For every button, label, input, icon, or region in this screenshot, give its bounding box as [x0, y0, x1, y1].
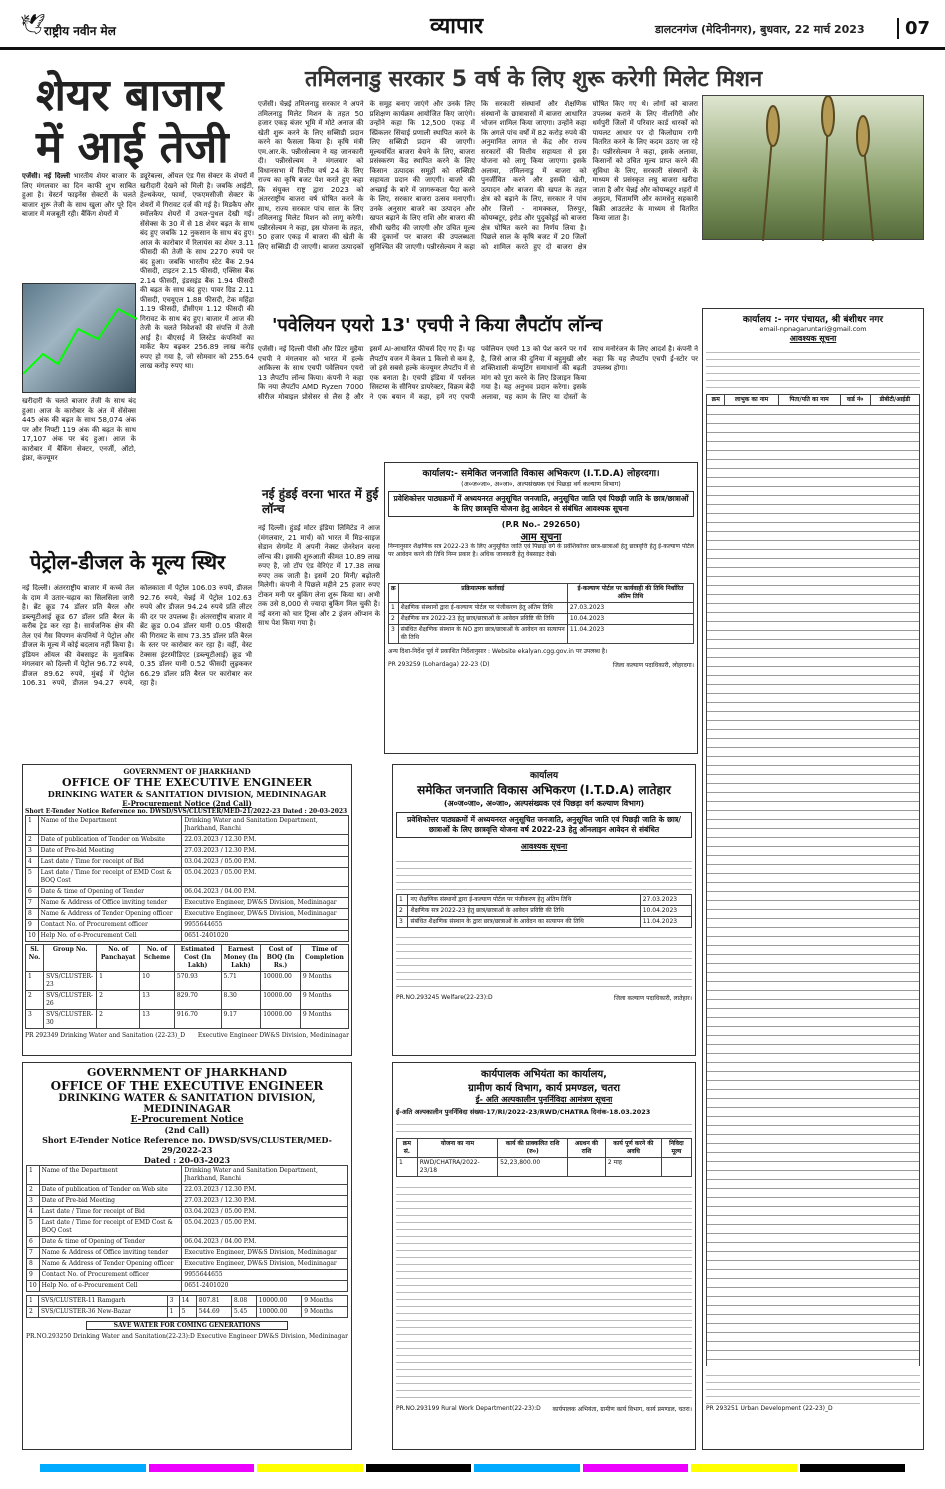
- itda-l-banner: प्रवेशिकोत्तर पाठ्यक्रमों में अध्ययनरत अनुसूचित जनजाति, अनुसूचित जाति एवं पिछड़ी जाति के छात्र/छात्राओं के लिए छात्रवृत्ति योजना हेतु आवेदन से संबंधित आवश्यक सूचना: [388, 491, 694, 517]
- table-row: 1 RWD/CHATRA/2022-23/18 52,23,800.00 2 माह: [397, 1158, 692, 1177]
- table-row: 1 Name of the Department Drinking Water and Sanitation Department, Jharkhand, Ranchi: [26, 816, 349, 835]
- itda-l-title: आम सूचना: [520, 532, 562, 543]
- dwsd1-foot: PR 292349 Drinking Water and Sanitation (22-23)_D: [25, 1032, 186, 1039]
- rwd-pr-foot: PR.NO.293199 Rural Work Department(22-23):D: [396, 1405, 541, 1412]
- dwsd1-division: DRINKING WATER & SANITATION DIVISION, MEDININAGAR: [47, 789, 327, 799]
- table-row: 6 Date & time of Opening of Tender 06.04.2023 / 04.00 P.M.: [26, 887, 349, 898]
- dwsd1-gov: GOVERNMENT OF JHARKHAND: [123, 767, 251, 776]
- table-row: 2 Date of publication of Tender on Website 22.03.2023 / 12.30 P.M.: [26, 835, 349, 846]
- rwd-notice: ई- अति अल्पकालीन पुनर्निविदा आमंत्रण सूचना: [475, 1095, 613, 1104]
- table-row: 7 Name & Address of Office inviting tender Executive Engineer, DW&S Division, Medininagar: [26, 898, 349, 909]
- millet-plant-icon: [703, 96, 925, 241]
- table-row: 3 संबंधित शैक्षणिक संस्थान के NO द्वारा छात्र/छात्राओं के आवेदन का सत्यापन की तिथि 11.04.2023: [389, 625, 694, 644]
- table-row: 1 SVS/CLUSTER-11 Ramgarh 3 14 807.81 8.08 10000.00 9 Months: [27, 1296, 348, 1307]
- itda-l-pr-foot: PR 293259 (Lohardaga) 22-23 (D): [388, 661, 490, 668]
- dwsd-ad-2: [22, 1062, 352, 1450]
- dwsd1-ref: Short E-Tender Notice Reference no. DWSD/SVS/CLUSTER/MED-21/2022-23 Dated : 20-03-2023: [25, 808, 348, 815]
- nagar-footer-lines: [706, 1369, 920, 1405]
- dwsd1-sign: Executive Engineer DW&S Division, Medininagar: [197, 1032, 349, 1039]
- table-row: 1 नए शैक्षणिक संस्थानों द्वारा ई-कल्याण पोर्टल पर पंजीकरण हेतु अंतिम तिथि 27.03.2023: [397, 895, 692, 906]
- itda-l-pr: (P.R No.- 292650): [501, 520, 581, 529]
- color-registration-strip: [40, 1464, 905, 1472]
- dwsd2-sign: Executive Engineer DW&S Division, Medininagar: [196, 1333, 348, 1340]
- itda-t-office: कार्यालय: [529, 771, 559, 781]
- laptop-text: एजेंसी। नई दिल्ली पीसी और प्रिंटर मुहैया एचपी ने मंगलवार को भारत में हल्के आकिल्स के साथ एचपी पवेलियन एयरो 13 लैपटॉप लॉन्च किया। कंपनी ने कहा कि नया लैपटॉप AMD Ryzen 7000 सीरीज मोबाइल प्रोसेसर से लैस है और इसमें AI-आधारित फीचर्स दिए गए हैं। यह लैपटॉप वजन में केवल 1 किलो से कम है, जो इसे सबसे हल्के कंज्यूमर लैपटॉप में से एक बनाता है। एचपी इंडिया में पर्सनल सिस्टम्स के सीनियर डायरेक्टर, विक्रम बेदी ने एक बयान में कहा, हमें नए एचपी पवेलियन एयरो 13 को पेश करने पर गर्व है, जिसे आज की दुनिया में बहुमुखी और शक्तिशाली कंप्यूटिंग समाधानों की बढ़ती मांग को पूरा करने के लिए डिजाइन किया गया है। यह अनुभव प्रदान करेगा। इसके अलावा, यह काम के लिए या दोस्तों के साथ मनोरंजन के लिए आदर्श है। कंपनी ने कहा कि यह लैपटॉप एचपी ई-स्टोर पर उपलब्ध होगा।: [258, 345, 698, 401]
- stock-chart-icon: [23, 284, 137, 394]
- dwsd2-group-table: [26, 1295, 348, 1318]
- dwsd1-table: [25, 815, 349, 942]
- itda-t-sign: जिला कल्याण पदाधिकारी, लातेहार।: [613, 995, 692, 1002]
- itda-l-office: कार्यालय:- समेकित जनजाति विकास अभिकरण (I.T.D.A) लोहरदगा।: [422, 469, 660, 479]
- dwsd2-division: DRINKING WATER & SANITATION DIVISION, MEDININAGAR: [58, 1093, 316, 1115]
- millet-headline: तमिलनाडु सरकार 5 वर्ष के लिए शुरू करेगी मिलेट मिशन: [305, 67, 763, 92]
- table-row: 5 Last date / Time for receipt of EMD Cost & BOQ Cost 05.04.2023 / 05.00 P.M.: [27, 1218, 348, 1237]
- table-row: 3 Date of Pre-bid Meeting 27.03.2023 / 12.30 P.M.: [27, 1196, 348, 1207]
- nagar-table: क्रम लाभुक का नाम पिता/पति का नाम वार्ड नं० डीबीटी/आईडी: [706, 394, 920, 406]
- dateline: डालटनगंज (मेदिनीनगर), बुधवार, 22 मार्च 2023: [655, 23, 865, 36]
- table-row: 1 SVS/CLUSTER-23 1 10 570.93 5.71 10000.00 9 Months: [26, 972, 349, 991]
- table-row: 3 Date of Pre-bid Meeting 27.03.2023 / 12.30 P.M.: [26, 846, 349, 857]
- table-row: 4 Last date / Time for receipt of Bid 03.04.2023 / 05.00 P.M.: [27, 1207, 348, 1218]
- itda-l-website: अन्य दिशा-निर्देश पूर्व में प्रकाशित निर्देशानुसार : Website ekalyan.cgg.gov.in पर उपलब्ध है।: [388, 648, 608, 655]
- table-row: 6 Date & time of Opening of Tender 06.04.2023 / 04.00 P.M.: [27, 1237, 348, 1248]
- itda-l-body: निम्नानुसार शैक्षणिक सत्र 2022-23 के लिए अनुसूचित जाति एवं पिछड़ा वर्ग के प्रवेशिकोत्तर छात्र-छात्राओं हेतु छात्रवृत्ति हेतु ई-कल्याण पोर्टल पर आवेदन करने की तिथि निम्न प्रकार है। अधिक जानकारी हेतु वेबसाइट देखें।: [388, 543, 694, 558]
- nagar-notice: आवश्यक सूचना: [789, 334, 837, 343]
- rwd-ref: ई-अति अल्पकालीन पुनर्निविदा संख्या-17/RI/2022-23/RWD/CHATRA दिनांक-18.03.2023: [396, 1108, 651, 1116]
- dwsd2-foot: PR.NO.293250 Drinking Water and Sanitation(22-23):D: [26, 1333, 195, 1340]
- share-headline: शेयर बाजार में आई तेजी: [36, 70, 229, 173]
- nagar-list-rows: [706, 406, 920, 1366]
- laptop-headline: 'पवेलियन एयरो 13' एचपी ने किया लैपटॉप लॉन्च: [272, 315, 603, 336]
- dwsd2-office: OFFICE OF THE EXECUTIVE ENGINEER: [50, 1079, 324, 1093]
- share-col2: ड्यूरेबल्स, ऑयल एंड गैस सेक्टर के शेयरों में खरीदारी देखने को मिली है। जबकि आईटी, हेल्थकेयर, फार्मा, एफएमसीजी सेक्टर के शेयरों में गिरावट दर्ज की गई है। मिडकैप और स्मॉलकैप शेयरों में उथल-पुथल देखी गई। सेंसेक्स के 30 में से 18 शेयर बढ़त के साथ बंद हुए जबकि 12 नुकसान के साथ बंद हुए। आज के कारोबार में रिलायंस का शेयर 3.11 फीसदी की तेजी के साथ 2270 रुपये पर बंद हुआ। जबकि भारतीय स्टेट बैंक 2.94 फीसदी, टाइटन 2.15 फीसदी, एक्सिस बैंक 2.14 फीसदी, इंडसइंड बैंक 1.94 फीसदी की बढ़त के साथ बंद हुए। पावर ग्रिड 2.11 फीसदी, एचयूएल 1.88 फीसदी, टेक महिंद्रा 1.19 फीसदी, डीसीएम 1.12 फीसदी की गिरावट के साथ बंद हुए। बाजार में आज की तेजी के चलते निवेशकों की संपत्ति में तेजी आई है। बीएसई में लिस्टेड कंपनियों का मार्केट कैप बढ़कर 256.89 लाख करोड़ रुपए हो गया है, जो सोमवार को 255.64 लाख करोड़ रुपए था।: [140, 172, 254, 370]
- itda-t-body-lines: [396, 855, 692, 891]
- itda-t-pr-foot: PR.NO.293245 Welfare(22-23):D: [396, 994, 493, 1001]
- nagar-intro-lines: [706, 346, 920, 392]
- share-photo: [22, 283, 136, 393]
- car-headline: नई हुंडई वरना भारत में हुई लॉन्च: [262, 487, 379, 516]
- dwsd2-gov: GOVERNMENT OF JHARKHAND: [86, 1066, 288, 1079]
- table-row: 8 Name & Address of Tender Opening officer Executive Engineer, DW&S Division, Medininagar: [27, 1259, 348, 1270]
- dwsd2-table: [26, 1165, 348, 1292]
- table-row: 2 SVS/CLUSTER-36 New-Bazar 1 5 544.69 5.45 10000.00 9 Months: [27, 1307, 348, 1318]
- table-row: 1 शैक्षणिक संस्थानों द्वारा ई-कल्याण पोर्टल पर पंजीकरण हेतु अंतिम तिथि 27.03.2023: [389, 603, 694, 614]
- dwsd1-notice: E-Procurement Notice (2nd Call): [122, 799, 252, 808]
- itda-t-notes-lines: [396, 931, 692, 991]
- table-row: 7 Name & Address of Office inviting tender Executive Engineer, DW&S Division, Medininagar: [27, 1248, 348, 1259]
- table-row: 2 SVS/CLUSTER-26 2 13 829.70 8.30 10000.00 9 Months: [26, 991, 349, 1010]
- bird-logo-icon: 🕊: [20, 12, 46, 36]
- table-row: 9 Contact No. of Procurement officer 9955644655: [27, 1270, 348, 1281]
- fuel-headline: पेट्रोल-डीजल के मूल्य स्थिर: [30, 550, 226, 574]
- table-row: 3 SVS/CLUSTER-30 2 13 916.70 9.17 10000.00 9 Months: [26, 1010, 349, 1029]
- itda-t-notice: आवश्यक सूचना: [520, 842, 568, 851]
- section-name: व्यापार: [430, 14, 484, 39]
- dwsd2-ref: Short E-Tender Notice Reference no. DWSD/SVS/CLUSTER/MED-29/2022-23: [42, 1135, 332, 1155]
- dwsd2-dated: Dated : 20-03-2023: [143, 1155, 231, 1165]
- paper-name: राष्ट्रीय नवीन मेल: [44, 24, 116, 38]
- dwsd2-save: SAVE WATER FOR COMING GENERATIONS: [86, 1321, 288, 1330]
- nagar-pr-foot: PR 293251 Urban Development (22-23)_D: [706, 1405, 833, 1412]
- fuel-text: नई दिल्ली। अंतरराष्ट्रीय बाजार में कच्चे तेल के दाम में उतार-चढ़ाव का सिलसिला जारी है। ब्रेंट क्रूड 74 डॉलर प्रति बैरल और डब्ल्यूटीआई क्रूड 67 डॉलर प्रति बैरल के करीब ट्रेड कर रहा है। सार्वजनिक क्षेत्र की तेल एवं गैस विपणन कंपनियों ने पेट्रोल और डीजल के मूल्य में कोई बदलाव नहीं किया है। इंडियन ऑयल की वेबसाइट के मुताबिक मंगलवार को दिल्ली में पेट्रोल 96.72 रुपये, डीजल 89.62 रुपये, मुंबई में पेट्रोल 106.31 रुपये, डीजल 94.27 रुपये, कोलकाता में पेट्रोल 106.03 रुपये, डीजल 92.76 रुपये, चेन्नई में पेट्रोल 102.63 रुपये और डीजल 94.24 रुपये प्रति लीटर की दर पर उपलब्ध हैं। अंतरराष्ट्रीय बाजार में ब्रेंट क्रूड 0.04 डॉलर यानी 0.05 फीसदी की गिरावट के साथ 73.35 डॉलर प्रति बैरल के स्तर पर कारोबार कर रहा है। वहीं, वेस्ट टेक्सस इंटरमीडिएट (डब्ल्यूटीआई) क्रूड भी 0.35 डॉलर यानी 0.52 फीसदी लुढ़ककर 66.29 डॉलर प्रति बैरल पर कारोबार कर रहा है।: [22, 584, 252, 687]
- dwsd2-call: (2nd Call): [164, 1125, 210, 1135]
- itda-l-sub: (अ०ज०जा०, अ०जा०, अल्पसंख्यक एवं पिछड़ा वर्ग कल्याण विभाग): [461, 480, 621, 488]
- table-header: ई-कल्याण पोर्टल पर कार्यवाही की तिथि निर्धारित अंतिम तिथि: [567, 584, 693, 603]
- share-col1b: खरीदारी के चलते बाजार तेजी के साथ बंद हुआ। आज के कारोबार के अंत में सेंसेक्स 445 अंक की बढ़त के साथ 58,074 अंक पर और निफ्टी 119 अंक की बढ़त के साथ 17,107 अंक पर बंद हुआ। आज के कारोबार में बैंकिंग सेक्टर, एनर्जी, ऑटो, इंफ्रा, कंज्यूमर: [22, 397, 136, 462]
- table-row: 2 Date of publication of Tender on Web site 22.03.2023 / 12.30 P.M.: [27, 1185, 348, 1196]
- dwsd2-notice: E-Procurement Notice: [130, 1115, 244, 1125]
- dwsd1-group-table: Sl. No. Group No. No. of Panchayat No. of Scheme Estimated Cost (In Lakh) Earnest Money (In Lakh) Cost of BOQ (In Rs.) Time of Completion 1 SVS/CLUSTER-23 1 10 570.93 5.71 10000.00 9 Months 2 SVS/CLUSTER-26 2 13 829.70 8.30 10000.00 9 Months 3 SVS/CLUSTER-30 2 13 916.70 9.17 10000.00 9 Months: [25, 944, 349, 1029]
- table-header: प्रक्रियात्मक कार्रवाई: [398, 584, 567, 603]
- share-agency: एजेंसी। नई दिल्ली: [22, 172, 71, 180]
- millet-text: एजेंसी। चेन्नई तमिलनाडु सरकार ने अपने तमिलनाडु मिलेट मिशन के तहत 50 हजार एकड़ बंजर भूमि में मोटे अनाज की खेती शुरू करने के लिए सब्सिडी प्रदान करने का फैसला किया है। कृषि मंत्री एम.आर.के. पन्नीरसेल्वम ने यह जानकारी दी। पन्नीरसेल्वम ने मंगलवार को विधानसभा में वित्तीय वर्ष 24 के लिए राज्य का कृषि बजट पेश करते हुए कहा कि संयुक्त राष्ट्र द्वारा 2023 को अंतरराष्ट्रीय बाजरा वर्ष घोषित करने के साथ, राज्य सरकार पांच साल के लिए तमिलनाडु मिलेट मिशन को लागू करेगी। पन्नीरसेल्वम ने कहा, इस योजना के तहत, 50 हजार एकड़ में बाजरा की खेती के लिए सब्सिडी दी जाएगी। बाजरा उत्पादकों के समूह बनाए जाएंगे और उनके लिए प्रशिक्षण कार्यक्रम आयोजित किए जाएंगे। उन्होंने कहा कि 12,500 एकड़ में स्प्रिंकलर सिंचाई प्रणाली स्थापित करने के लिए सब्सिडी प्रदान की जाएगी। मूल्यवर्धित बाजरा बेचने के लिए, बाजरा प्रसंस्करण केंद्र स्थापित करने के लिए किसान उत्पादक समूहों को सब्सिडी सहायता प्रदान की जाएगी। बाजरे की अच्छाई के बारे में जागरूकता पैदा करने के लिए, सरकार बाजरा उत्सव मनाएगी। उनके अनुसार बाजरे का उत्पादन और खपत बढ़ाने के लिए राशि और बाजरा की सीधी खरीद की जाएगी और उचित मूल्य की दुकानों पर बाजरा की उपलब्धता सुनिश्चित की जाएगी। पन्नीरसेल्वम ने कहा कि सरकारी संस्थानों और शैक्षणिक संस्थानों के छात्रावासों में बाजरा आधारित भोजन शामिल किया जाएगा। उन्होंने कहा कि अगले पांच वर्षों में 82 करोड़ रुपये की अनुमानित लागत से केंद्र और राज्य सरकारों की वित्तीय सहायता से इस योजना को लागू किया जाएगा। इसके अलावा, तमिलनाडु में बाजरा को पुनर्जीवित करने और इसकी खेती, उत्पादन और बाजरा की खपत के तहत क्षेत्र को बढ़ाने के लिए, सरकार ने पांच और जिलों - नामक्कल, तिरुपुर, कोयम्बटूर, इरोड और पुदुकोट्टई को बाजरा क्षेत्र घोषित करने का निर्णय लिया है। पिछले साल के कृषि बजट में 20 जिलों को शामिल करते हुए दो बाजरा क्षेत्र घोषित किए गए थे। लोगों को बाजरा उपलब्ध कराने के लिए नीलगिरी और धर्मपुरी जिलों में परिवार कार्ड धारकों को पायलट आधार पर दो किलोग्राम रागी वितरित करने के लिए कदम उठाए जा रहे हैं। पन्नीरसेल्वम ने कहा, इसके अलावा, किसानों को उचित मूल्य प्राप्त करने की सुविधा के लिए, सरकारी संस्थानों के माध्यम से प्रसंस्कृत लघु बाजरा खरीदा जाता है और चेन्नई और कोयम्बटूर शहरों में अमुदम, चिंतामणि और कामधेनु सहकारी बिक्री आउटलेट के माध्यम से वितरित किया जाता है।: [258, 100, 698, 251]
- nagar-email: email-npnagaruntari@gmail.com: [759, 325, 867, 333]
- itda-latehar-ad: [392, 764, 696, 1056]
- table-row: 1 Name of the Department Drinking Water and Sanitation Department, Jharkhand, Ranchi: [27, 1166, 348, 1185]
- rwd-office: कार्यपालक अभियंता का कार्यालय,: [481, 1069, 607, 1080]
- table-row: 9 Contact No. of Procurement officer 9955644655: [26, 920, 349, 931]
- table-header: क्र: [389, 584, 399, 603]
- table-row: 8 Name & Address of Tender Opening officer Executive Engineer, DW&S Division, Medininagar: [26, 909, 349, 920]
- table-row: 4 Last date / Time for receipt of Bid 03.04.2023 / 05.00 P.M.: [26, 857, 349, 868]
- table-row: 2 शैक्षणिक सत्र 2022-23 हेतु छात्र/छात्राओं के आवेदन प्रविष्टि की तिथि 10.04.2023: [389, 614, 694, 625]
- rwd-table: क्रम सं. योजना का नाम कार्य की प्राक्कलित राशि (रु०) अग्रधन की राशि कार्य पूर्ण करने की अवधि निविदा मूल्य 1 RWD/CHATRA/2022-23/18 52,23,800.00 2 माह: [396, 1138, 692, 1177]
- table-row: 2 शैक्षणिक सत्र 2022-23 हेतु छात्र/छात्राओं के आवेदन प्रविष्टि की तिथि 10.04.2023: [397, 906, 692, 917]
- page-number: 07: [897, 18, 930, 39]
- nagar-panchayat-ad: [702, 308, 924, 1450]
- itda-lohardaga-ad: [384, 462, 698, 754]
- table-row: 10 Help No. of e-Procurement Cell 0651-2401020: [26, 931, 349, 942]
- rwd-body-lines: [396, 1181, 692, 1401]
- rwd-intro-lines: [396, 1118, 692, 1138]
- nagar-office: कार्यालय :- नगर पंचायत, श्री बंशीधर नगर: [742, 315, 884, 325]
- share-col1: भारतीय शेयर बाजार के लिए मंगलवार का दिन काफी शुभ साबित हुआ है। वेस्टर्न फाइनेंस सेक्टरों के चलते बाजार शुरू तेजी के साथ खुला और पूरे दिन बाजार में मजबूती रही। बैंकिंग शेयरों में: [22, 172, 136, 218]
- rwd-dept: ग्रामीण कार्य विभाग, कार्य प्रमण्डल, चतरा: [468, 1083, 620, 1094]
- itda-l-table: [388, 583, 694, 644]
- rwd-chatra-ad: [392, 1062, 696, 1450]
- itda-t-table: [396, 894, 692, 928]
- itda-t-banner: प्रवेशिकोत्तर पाठ्यक्रमों में अध्ययनरत अनुसूचित जनजाति, अनुसूचित जाति एवं पिछड़ी जाति के छात्र/छात्राओं के लिए छात्रवृत्ति योजना वर्ष 2022-23 हेतु ऑनलाइन आवेदन से संबंधित: [396, 812, 692, 838]
- millet-photo: [702, 95, 924, 240]
- table-row: 5 Last date / Time for receipt of EMD Cost & BOQ Cost 05.04.2023 / 05.00 P.M.: [26, 868, 349, 887]
- table-row: 10 Help No. of e-Procurement Cell 0651-2401020: [27, 1281, 348, 1292]
- dwsd1-office: OFFICE OF THE EXECUTIVE ENGINEER: [61, 776, 312, 789]
- dwsd-ad-1: [22, 764, 352, 1056]
- itda-t-title: समेकित जनजाति विकास अभिकरण (I.T.D.A) लातेहार: [417, 783, 671, 797]
- table-row: 3 संबंधित शैक्षणिक संस्थान के द्वारा छात्र/छात्राओं के आवेदन का सत्यापन की तिथि 11.04.2023: [397, 917, 692, 928]
- rwd-sign: कार्यपालक अभियंता, ग्रामीण कार्य विभाग, कार्य प्रमण्डल, चतरा।: [552, 1406, 692, 1413]
- itda-t-sub: (अ०ज०जा०, अ०जा०, अल्पसंख्यक एवं पिछड़ा वर्ग कल्याण विभाग): [443, 799, 645, 808]
- itda-l-sign: जिला कल्याण पदाधिकारी, लोहरदगा।: [612, 662, 694, 669]
- car-text: नई दिल्ली। हुंडई मोटर इंडिया लिमिटेड ने आज (मंगलवार, 21 मार्च) को भारत में मिड-साइज सेडान सेगमेंट में अपनी नेक्स्ट जेनरेशन वरना लॉन्च की। इसकी शुरुआती कीमत 10.89 लाख रुपए है, जो टॉप एंड वेरिएंट में 17.38 लाख रुपए तक जाती है। इसमें 20 मिनी/ बढ़ोतरी मिलेगी। कंपनी ने पिछले महीने 25 हजार रुपए टोकन मनी पर बुकिंग लेना शुरू किया था। अभी तक उसे 8,000 से ज्यादा बुकिंग मिल चुकी है। नई वरना को चार ट्रिम्स और 2 इंजन ऑप्शन के साथ पेश किया गया है।: [258, 524, 380, 627]
- masthead: [0, 0, 945, 50]
